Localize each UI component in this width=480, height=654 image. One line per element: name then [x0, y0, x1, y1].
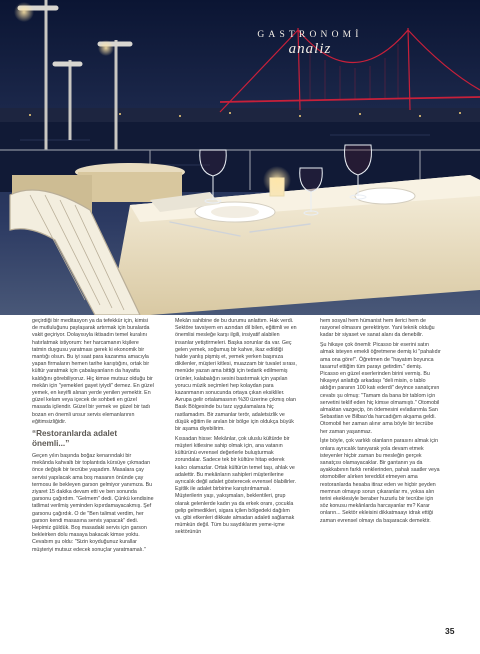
section-subtitle: analiz: [288, 41, 332, 57]
article-paragraph: Şu hikaye çok önemli: Picasso bir eserini satın almak isteyen emekli öğretmene demiş ki "pahalıdır ama ona göre!". Öğretmen de "hayatım boyunca tasarruf ettiğim tüm parayı getirdim." demiş. Picasso en güzel eserlerinden birini vermiş. Bu hikayeyi anlattığı arkadaşı "deli misin, o tablo aldığın paranın 100 katı ederdi" deyince sanatçının cevabı şu olmuş: "Tamam da bana bir tablom için servetini teklif eden hiç kimse olmamıştı." Otomobil almaktan vazgeçip, ön ödemesini evlatlarımla San Sebastian ve Bilbao'da harcadığım akşama geldi. Otomobil her zaman alınır ama böyle bir tecrübe her zaman yaşanmaz.: [320, 342, 441, 435]
article-column-3: [320, 318, 442, 527]
article-paragraph: geçirdiği bir meditasyon ya da tefekkür için, kimisi de mutluluğunu paylaşarak artırmak için buralarda vakit geçiriyor. Dolayısıyla iktisadın temel kuralını hatırlatmak istiyorum: her harcamanın kişilere tatmin duygusu yaratması gerek ki ekonomik bir mantığı olsun. Bu iyi saat para kazanma amacıyla yapan firmaların hemen tarihe karıştığını, ortak bir kültür yaratmak için çabalayanların da hayatta kaldığını görebiliyoruz. Hiç kimse mutsuz olduğu bir mekân için "yemekleri gayet iyiydi" demez. En güzel yemek, en keyifli alınan yerde yenilen yemektir. En güzel kelam veya içecek de sohbeti en güzel masada içilendir. Güzel bir yemek ve güzel bir tadı bozan en önemli unsur servis elemanlarının eğitimsizliğidir.: [32, 318, 154, 425]
article-paragraph: Geçen yılın başında boğaz kenarındaki bir mekânda kahvaltı bir toplantıda kürsüye çıkmadan önce değişik bir tecrübe yaşadım. Masalara çay servisi yapılacak ama boş masanın önünde çay termosu ile bekleyen garson gelmiyor yanımıza. Bu ziyaret 15 dakika devam etti ve ben sonunda garsonu çağırdım. "Gelmem" dedi. Çünkü kendisine tatlimat verilmiş yeminden kıpırdamayacakmış. Şef garsonu çağırdık. O de "Ben talimat verdim, her garson kendi masasına servis yapacak" dedi. Hepimiz güldük. Boş masadaki servis için garson bekleirken dolu masaya bakacak kimse yoktu. Cevabım şu oldu: "Sizin koyduğunuz kurallar müşteriyi mutsuz edecek sonuçlar yaratmamalı.": [32, 453, 154, 553]
page-number: 35: [445, 626, 455, 636]
article-paragraph: Kıssadan hisse: Mekânlar, çok uluslu kültürde bir müşteri kitlesine sahip olmak için, ana vatanın kültürünü evrensel değerlerle buluşturmak zorundalar. Sadece tek bir kültüre hitap ederek kalıcı olamazlar. Ortak kültürün temel taşı, ahlak ve adalettir. Bu mekânların sahipleri müşterilerine ayrıcalık değil adalet gösterecek evrensel ölabilirler. Eşitlik ile adalet birbirine karıştırılmamalı. Müşterilerin yaşı, yakışmaları, beklentileri, grup olarak gelenlerde kadın ya da erkek oranı, çocukla gelip gelmedikleri, sigara içilen bölgedeki dağılım vs. gibi etkenleri dikkate almadan adaleti sağlamak mümkün değil. Tüm bu saydıklarım yeme-içme sektörünün: [175, 435, 297, 536]
article-paragraph: hem sosyal hem hümanist hem ilerici hem de rasyonel olmasını gerektiriyor. Yani teknik olduğu kadar bir siyaset ve sanat alanı da denebilir.: [320, 318, 435, 339]
section-kicker: GASTRONOMİ: [257, 30, 363, 40]
article-column-2: [175, 318, 297, 539]
article-paragraph: İşte böyle, çok varlıklı olanların parasını almak için onlara ayrıcalık tanıyarak yola devam etmek isteyenler hiçbir zaman bu mesleğin gerçek sanatçısı olamayacaklar. Bir gantanın ya da ayakkabının farklı renklerinden, pahalı saatler veya otomobiller alırken tereddüt etmeyen ama restoranlarda hesaba itiraz eden ve hiçbir şeyden memnun olmayıp sorun çıkaranlar mı, yoksa alın terini ekeklesiyle beraber huzurlu bir tecrübe için söz konusu mekânlarda harcayanlar mı? Karar onların... Sektör ekleisini dikkatmaayı idrak ettiği zaman evrensel olmayı da başaracak demektir.: [320, 438, 440, 524]
section-header: [170, 30, 450, 58]
article-column-1: [32, 318, 154, 556]
article-paragraph: Mekân sahibine de bu durumu anlattım. Hak verdi. Sektöre tavsiyem en azından dil bilen, eğitimli ve en önemlisi mesleğe karşı ilgili, insiyatif alabilen insanlar yetiştirmeleri. Başka sorunlar da var. Geç gelen yemek, soğumuş bir kahve, ikaz edildiği halde yanlış pişmiş et, yemek yerken başınıza dikilenler, müşteri kitlesi, muazzam bir tuvalet sırası, menüde yazan ama bittiği için tedarik edilmemiş ürünler, kalabalığın sesini bastırmak için yapılan yorucu müzik seçimleri hep kolaydan para kazanmanın sonucunda ortaya çıkan eksikliler. Avrupa gelir ortalamasının %30 üzerine çıkmış olan Bask Bölgesinde bu tarz uygulamalara hiç rastlamadım. Bir zamanlar terör, adaletsizlik ve düşük eğitim ile anılan bir bölge için oldukça büyük bir aşama diyebilirim.: [175, 318, 297, 433]
article-subheading: “Restoranlarda adalet önemli...”: [32, 429, 118, 449]
